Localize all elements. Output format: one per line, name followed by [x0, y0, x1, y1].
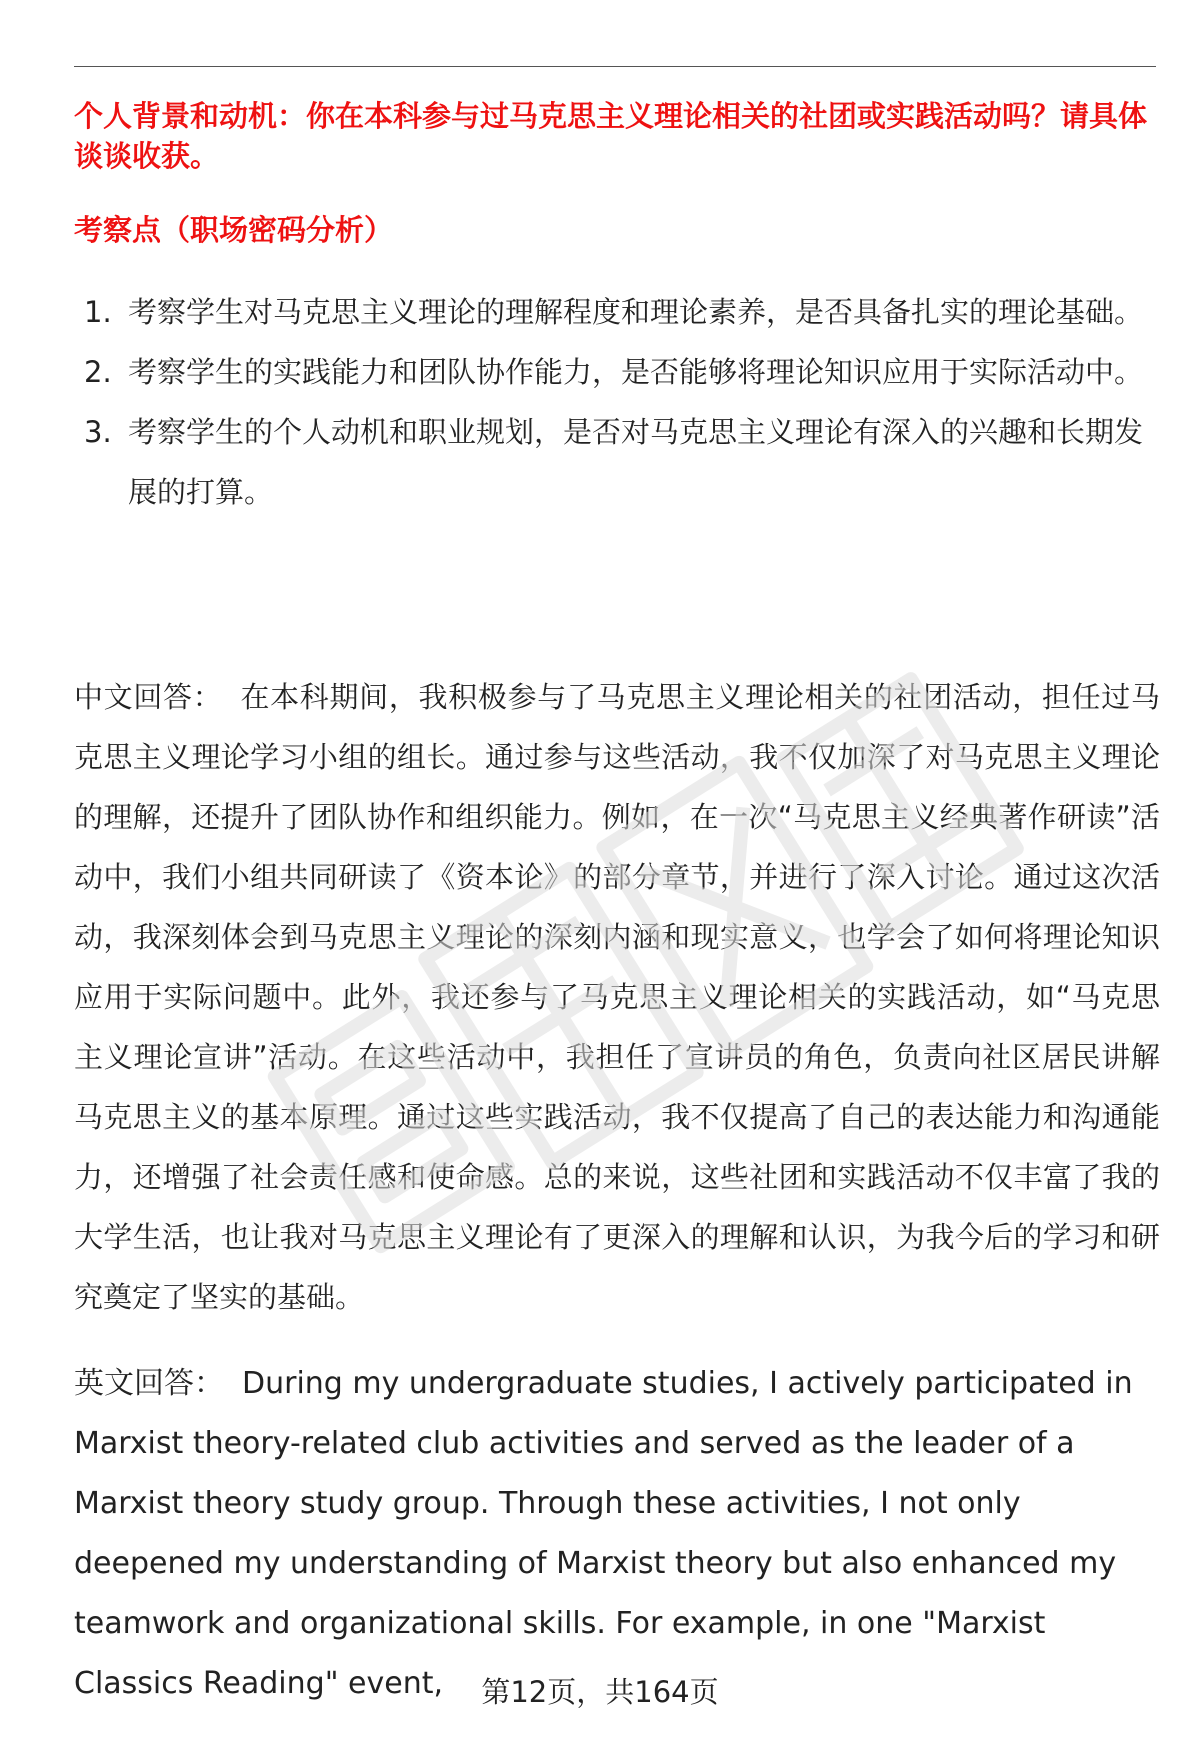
- page-footer: 第12页，共164页: [481, 1675, 719, 1709]
- list-item: [74, 282, 1154, 342]
- list-item-text: 考察学生的个人动机和职业规划，是否对马克思主义理论有深入的兴趣和长期发展的打算。: [128, 415, 1144, 509]
- list-item-number: 1.: [84, 295, 112, 329]
- list-item: [74, 342, 1154, 402]
- list-item-text: 考察学生对马克思主义理论的理解程度和理论素养，是否具备扎实的理论基础。: [128, 295, 1144, 329]
- top-divider: [74, 66, 1156, 67]
- section-heading: 考察点（职场密码分析）: [74, 213, 394, 247]
- english-answer-paragraph: [74, 1354, 1160, 1714]
- assessment-points-list: [74, 282, 1154, 522]
- question-heading: 个人背景和动机：你在本科参与过马克思主义理论相关的社团或实践活动吗？请具体谈谈收获。: [74, 99, 1148, 173]
- chinese-answer-label: 中文回答：: [74, 680, 223, 714]
- english-answer-label: 英文回答：: [74, 1366, 224, 1401]
- list-item-number: 2.: [84, 355, 112, 389]
- list-item-text: 考察学生的实践能力和团队协作能力，是否能够将理论知识应用于实际活动中。: [128, 355, 1144, 389]
- chinese-answer-text: 在本科期间，我积极参与了马克思主义理论相关的社团活动，担任过马克思主义理论学习小组的组长。通过参与这些活动，我不仅加深了对马克思主义理论的理解，还提升了团队协作和组织能力。例如，在一次“马克思主义经典著作研读”活动中，我们小组共同研读了《资本论》的部分章节，并进行了深入讨论。通过这次活动，我深刻体会到马克思主义理论的深刻内涵和现实意义，也学会了如何将理论知识应用于实际问题中。此外，我还参与了马克思主义理论相关的实践活动，如“马克思主义理论宣讲”活动。在这些活动中，我担任了宣讲员的角色，负责向社区居民讲解马克思主义的基本原理。通过这些实践活动，我不仅提高了自己的表达能力和沟通能力，还增强了社会责任感和使命感。总的来说，这些社团和实践活动不仅丰富了我的大学生活，也让我对马克思主义理论有了更深入的理解和认识，为我今后的学习和研究奠定了坚实的基础。: [74, 680, 1160, 1314]
- list-item: [74, 402, 1154, 522]
- english-answer-text: During my undergraduate studies, I actively participated in Marxist theory-related club activities and served as the leader of a Marxist theory study group. Through these activities, I not only deepened my understanding of Marxist theory but also enhanced my teamwork and organizational skills. For example, in one "Marxist Classics Reading" event,: [74, 1366, 1133, 1701]
- chinese-answer-paragraph: [74, 667, 1160, 1327]
- list-item-number: 3.: [84, 415, 112, 449]
